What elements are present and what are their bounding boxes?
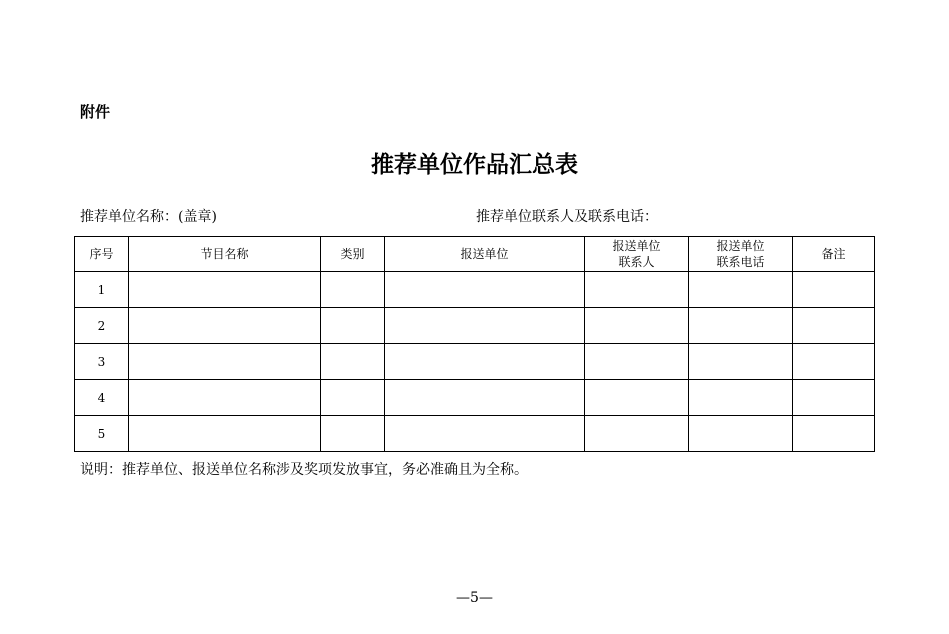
cell-unit-contact[interactable]	[585, 380, 689, 416]
cell-submitting-unit[interactable]	[385, 380, 585, 416]
table-row	[75, 344, 875, 380]
cell-remarks[interactable]	[793, 416, 875, 452]
header-unit-phone-line1: 报送单位	[716, 239, 765, 253]
cell-unit-phone[interactable]	[689, 344, 793, 380]
cell-category[interactable]	[321, 272, 385, 308]
cell-submitting-unit[interactable]	[385, 344, 585, 380]
recommending-unit-name-field: 推荐单位名称：(盖章)	[80, 209, 217, 225]
document-title: 推荐单位作品汇总表	[371, 152, 578, 178]
cell-category[interactable]	[321, 344, 385, 380]
header-unit-phone	[689, 237, 793, 272]
table-row	[75, 380, 875, 416]
cell-submitting-unit[interactable]	[385, 308, 585, 344]
attachment-label: 附件	[80, 103, 111, 121]
cell-unit-contact[interactable]	[585, 272, 689, 308]
cell-category[interactable]	[321, 380, 385, 416]
header-seq: 序号	[75, 237, 129, 272]
cell-unit-phone[interactable]	[689, 308, 793, 344]
cell-unit-contact[interactable]	[585, 344, 689, 380]
header-program-name: 节目名称	[129, 237, 321, 272]
table-row	[75, 416, 875, 452]
contact-person-phone-field: 推荐单位联系人及联系电话：	[476, 209, 658, 225]
cell-remarks[interactable]	[793, 308, 875, 344]
row-seq: 2	[75, 308, 129, 344]
cell-unit-phone[interactable]	[689, 380, 793, 416]
cell-remarks[interactable]	[793, 344, 875, 380]
cell-program-name[interactable]	[129, 308, 321, 344]
explanatory-note: 说明：推荐单位、报送单位名称涉及奖项发放事宜，务必准确且为全称。	[80, 462, 528, 478]
header-unit-contact-line2: 联系人	[618, 255, 655, 269]
header-unit-phone-line2: 联系电话	[716, 255, 765, 269]
header-unit-contact	[585, 237, 689, 272]
cell-unit-phone[interactable]	[689, 416, 793, 452]
header-category: 类别	[321, 237, 385, 272]
row-seq: 1	[75, 272, 129, 308]
cell-remarks[interactable]	[793, 272, 875, 308]
row-seq: 3	[75, 344, 129, 380]
table-header-row	[75, 237, 875, 272]
page-number: —5—	[456, 590, 493, 606]
cell-remarks[interactable]	[793, 380, 875, 416]
cell-program-name[interactable]	[129, 380, 321, 416]
cell-unit-contact[interactable]	[585, 416, 689, 452]
cell-program-name[interactable]	[129, 416, 321, 452]
cell-unit-contact[interactable]	[585, 308, 689, 344]
header-unit-contact-line1: 报送单位	[612, 239, 661, 253]
table-row	[75, 272, 875, 308]
cell-program-name[interactable]	[129, 272, 321, 308]
cell-category[interactable]	[321, 416, 385, 452]
summary-table	[74, 236, 875, 452]
cell-unit-phone[interactable]	[689, 272, 793, 308]
cell-program-name[interactable]	[129, 344, 321, 380]
header-remarks: 备注	[793, 237, 875, 272]
row-seq: 5	[75, 416, 129, 452]
cell-submitting-unit[interactable]	[385, 272, 585, 308]
cell-submitting-unit[interactable]	[385, 416, 585, 452]
cell-category[interactable]	[321, 308, 385, 344]
row-seq: 4	[75, 380, 129, 416]
header-submitting-unit: 报送单位	[385, 237, 585, 272]
table-row	[75, 308, 875, 344]
